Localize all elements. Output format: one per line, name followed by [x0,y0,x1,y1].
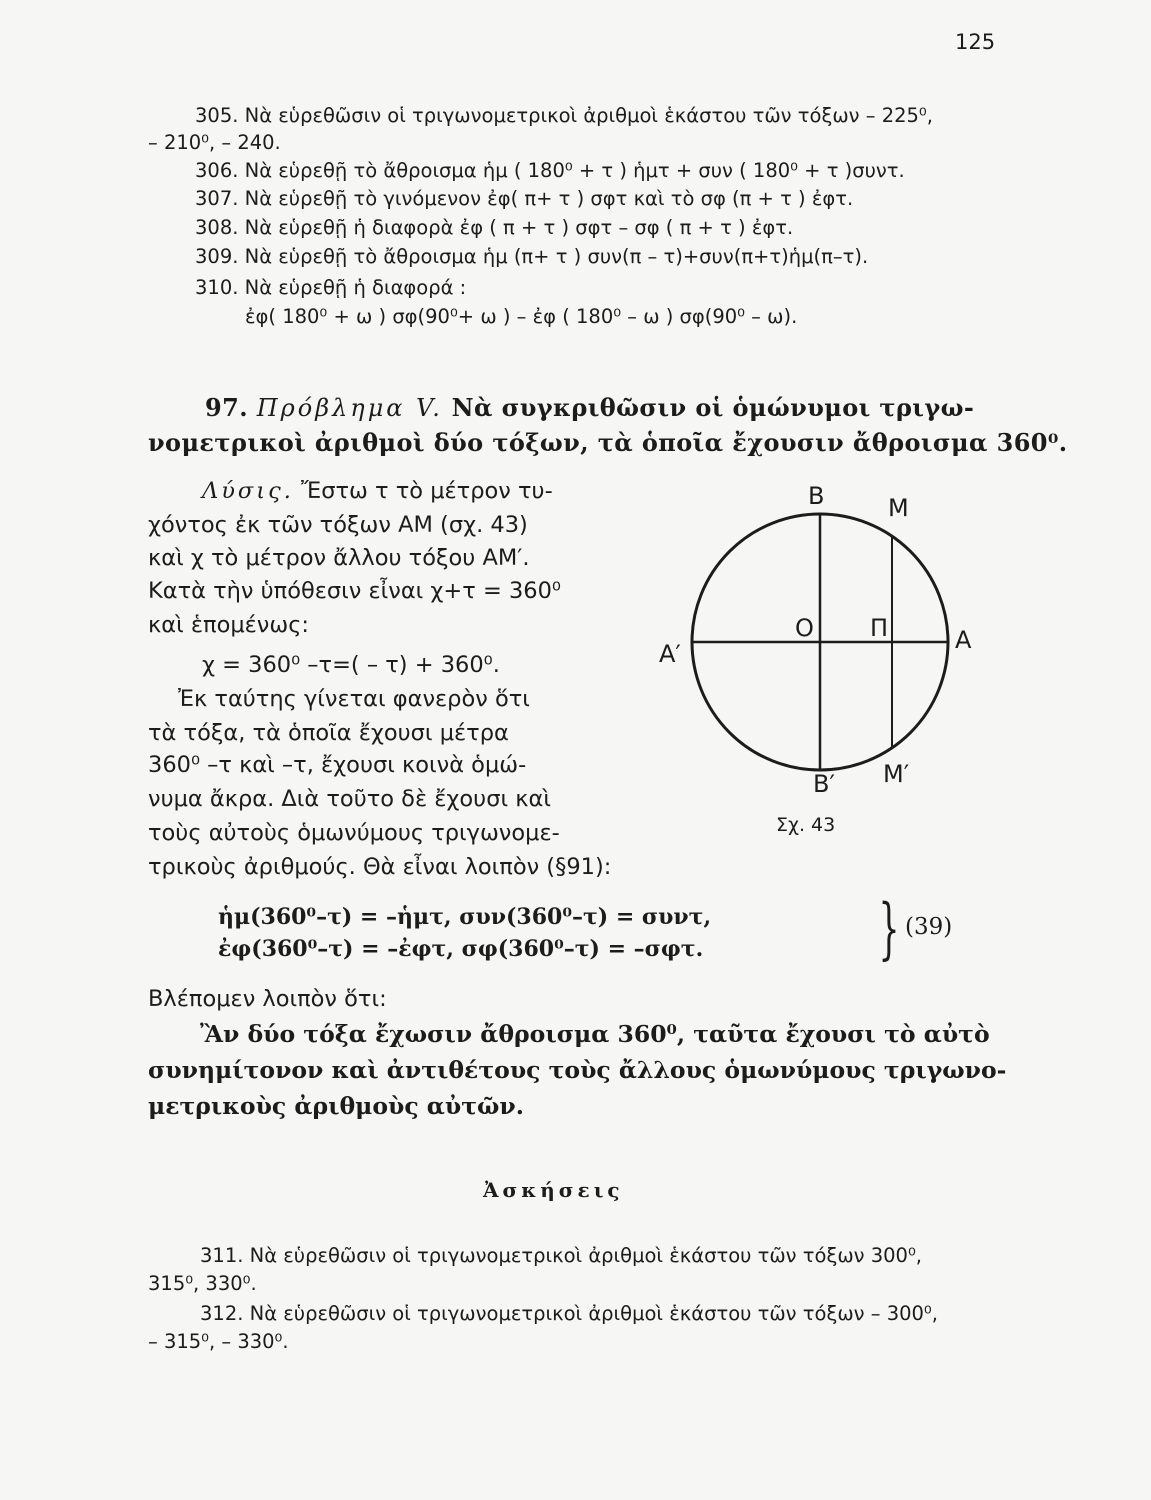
solution-line10: νυμα ἄκρα. Διὰ τοῦτο δὲ ἔχουσι καὶ [148,786,551,812]
problem-label: Πρόβλημα V. [256,394,443,422]
label-b-prime: Β′ [813,770,835,798]
solution-line1 [202,478,553,504]
solution-line9: 360⁰ –τ καὶ –τ, ἔχουσι κοινὰ ὁμώ- [148,752,527,778]
exercises-heading: Ἀσκήσεις [483,1178,624,1202]
exercise-305-line1: 305. Νὰ εὑρεθῶσιν οἱ τριγωνομετρικοὶ ἀριθμοὶ ἑκάστου τῶν τόξων – 225⁰, [195,104,933,127]
solution-line1-text: Ἔστω τ τὸ μέτρον τυ- [301,478,553,504]
figure-43 [655,470,1000,850]
exercise-310: 310. Νὰ εὑρεθῇ ἡ διαφορά : [195,276,467,299]
problem-number: 97. [205,393,248,422]
solution-line7: Ἐκ ταύτης γίνεται φανερὸν ὅτι [178,686,530,712]
label-m-prime: Μ′ [883,760,910,788]
rule-line3: μετρικοὺς ἀριθμοὺς αὐτῶν. [148,1092,524,1120]
label-a: Α [955,626,972,654]
rule-line1: Ἂν δύο τόξα ἔχωσιν ἄθροισμα 360⁰, ταῦτα ἔχουσι τὸ αὐτὸ [200,1020,990,1048]
problem-title-part1: Νὰ συγκριθῶσιν οἱ ὁμώνυμοι τριγω- [451,393,975,422]
solution-line5: καὶ ἑπομένως: [148,612,310,638]
formula-line2: ἐφ(360⁰–τ) = –ἐφτ, σφ(360⁰–τ) = –σφτ. [218,936,704,962]
formula-brace: } [878,890,900,967]
exercise-312-line2: – 315⁰, – 330⁰. [148,1330,289,1353]
label-p: Π [870,614,889,642]
figure-caption: Σχ. 43 [776,814,836,836]
solution-label: Λύσις. [202,478,294,504]
exercise-308: 308. Νὰ εὑρεθῇ ἡ διαφορὰ ἐφ ( π + τ ) σφτ – σφ ( π + τ ) ἐφτ. [195,216,794,239]
exercise-310-expression: ἐφ( 180⁰ + ω ) σφ(90⁰+ ω ) – ἐφ ( 180⁰ – ω ) σφ(90⁰ – ω). [245,305,798,328]
exercise-311-line1: 311. Νὰ εὑρεθῶσιν οἱ τριγωνομετρικοὶ ἀριθμοὶ ἑκάστου τῶν τόξων 300⁰, [200,1244,922,1267]
exercise-305-line2: – 210⁰, – 240. [148,131,281,154]
conclusion-intro: Βλέπομεν λοιπὸν ὅτι: [148,986,387,1012]
rule-line2: συνημίτονον καὶ ἀντιθέτους τοὺς ἄλλους ὁμωνύμους τριγωνο- [148,1056,1007,1084]
problem-heading-line1 [205,393,974,422]
formula-line1: ἡμ(360⁰–τ) = –ἡμτ, συν(360⁰–τ) = συντ, [218,904,712,930]
exercise-306: 306. Νὰ εὑρεθῇ τὸ ἄθροισμα ἡμ ( 180⁰ + τ ) ἡμτ + συν ( 180⁰ + τ )συντ. [195,159,905,182]
exercise-309: 309. Νὰ εὑρεθῇ τὸ ἄθροισμα ἡμ (π+ τ ) συν(π – τ)+συν(π+τ)ἡμ(π–τ). [195,245,869,268]
exercise-307: 307. Νὰ εὑρεθῇ τὸ γινόμενον ἐφ( π+ τ ) σφτ καὶ τὸ σφ (π + τ ) ἐφτ. [195,187,854,210]
solution-line8: τὰ τόξα, τὰ ὁποῖα ἔχουσι μέτρα [148,720,509,746]
problem-heading-line2: νομετρικοὶ ἀριθμοὶ δύο τόξων, τὰ ὁποῖα ἔχουσιν ἄθροισμα 360⁰. [148,428,1068,457]
solution-line11: τοὺς αὐτοὺς ὁμωνύμους τριγωνομε- [148,820,560,846]
solution-line2: χόντος ἐκ τῶν τόξων ΑΜ (σχ. 43) [148,512,528,538]
solution-line6: χ = 360⁰ –τ=( – τ) + 360⁰. [202,652,500,678]
exercise-312-line1: 312. Νὰ εὑρεθῶσιν οἱ τριγωνομετρικοὶ ἀριθμοὶ ἑκάστου τῶν τόξων – 300⁰, [200,1302,938,1325]
label-a-prime: Α′ [659,640,681,668]
solution-line12: τρικοὺς ἀριθμούς. Θὰ εἶναι λοιπὸν (§91): [148,854,612,880]
label-b: Β [808,482,825,510]
solution-line3: καὶ χ τὸ μέτρον ἄλλου τόξου ΑΜ′. [148,545,530,571]
solution-line4: Κατὰ τὴν ὑπόθεσιν εἶναι χ+τ = 360⁰ [148,578,561,604]
label-o: Ο [795,614,814,642]
equation-number: (39) [905,914,953,940]
exercise-311-line2: 315⁰, 330⁰. [148,1272,257,1295]
label-m: Μ [888,494,909,522]
page-number: 125 [955,30,996,54]
